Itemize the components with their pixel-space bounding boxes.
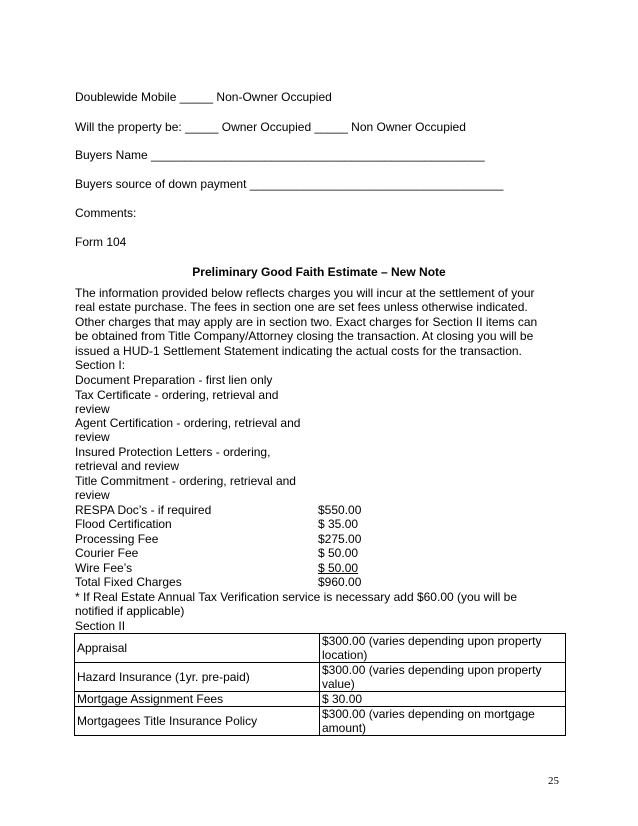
fee-amount: $550.00 [318,503,362,517]
fee-item: Document Preparation - first lien only [75,373,273,387]
table-cell-charge: $300.00 (varies depending upon property value) [320,663,566,692]
table-cell-item: Hazard Insurance (1yr. pre-paid) [75,663,320,692]
intro-line: issued a HUD-1 Settlement Statement indicating the actual costs for the transaction. [75,343,522,358]
form-line-doublewide: Doublewide Mobile _____ Non-Owner Occupied [75,90,332,104]
intro-line: real estate purchase. The fees in section one are set fees unless otherwise indicated. [75,300,528,315]
section2-table [74,633,566,736]
fee-item: Courier Fee [75,546,139,560]
table-cell-charge: $ 30.00 [320,692,566,707]
form-line-down-payment: Buyers source of down payment ______________________________________ [75,177,504,191]
fee-item: Wire Fee’s [75,561,133,575]
page-number: 25 [548,775,559,787]
table-cell-item: Appraisal [75,634,320,663]
fee-item: Title Commitment - ordering, retrieval and review [75,474,296,503]
table-cell-charge: $300.00 (varies depending upon property location) [320,634,566,663]
table-cell-item: Mortgagees Title Insurance Policy [75,707,320,736]
intro-line: The information provided below reflects charges you will incur at the settlement of your [75,286,535,300]
table-cell-charge: $300.00 (varies depending on mortgage amount) [320,707,566,736]
fee-amount-total: $960.00 [318,575,362,589]
tax-verification-note: notified if applicable) [75,604,185,618]
form-line-buyers-name: Buyers Name __________________________________________________ [75,148,485,162]
fee-item: Processing Fee [75,532,159,546]
fee-item-total: Total Fixed Charges [75,575,182,589]
tax-verification-note: * If Real Estate Annual Tax Verification service is necessary add $60.00 (you will be [75,590,518,604]
table-row [75,707,566,736]
intro-line: be obtained from Title Company/Attorney closing the transaction. At closing you will be [75,329,534,344]
fee-item: RESPA Doc’s - if required [75,503,212,517]
intro-paragraph [75,286,565,358]
fee-item: Flood Certification [75,517,172,531]
intro-line: Other charges that may apply are in section two. Exact charges for Section II items can [75,314,538,329]
fee-amount: $275.00 [318,532,362,546]
table-row [75,663,566,692]
fee-amount: $ 50.00 [318,546,359,560]
table-row [75,634,566,663]
fee-item: Agent Certification - ordering, retrieval and review [75,416,301,445]
table-cell-item: Mortgage Assignment Fees [75,692,320,707]
fee-amount: $ 50.00 [318,561,359,575]
comments-label: Comments: [75,206,137,220]
estimate-title: Preliminary Good Faith Estimate – New Note [192,265,446,279]
table-row [75,692,566,707]
fee-item: Tax Certificate - ordering, retrieval and review [75,388,279,417]
section2-label: Section II [75,619,126,633]
fee-amount: $ 35.00 [318,517,359,531]
section1-label: Section I: [75,358,126,372]
form-number: Form 104 [75,235,127,249]
form-line-occupancy: Will the property be: _____ Owner Occupied _____ Non Owner Occupied [75,120,466,134]
fee-item: Insured Protection Letters - ordering, retrieval and review [75,445,271,474]
